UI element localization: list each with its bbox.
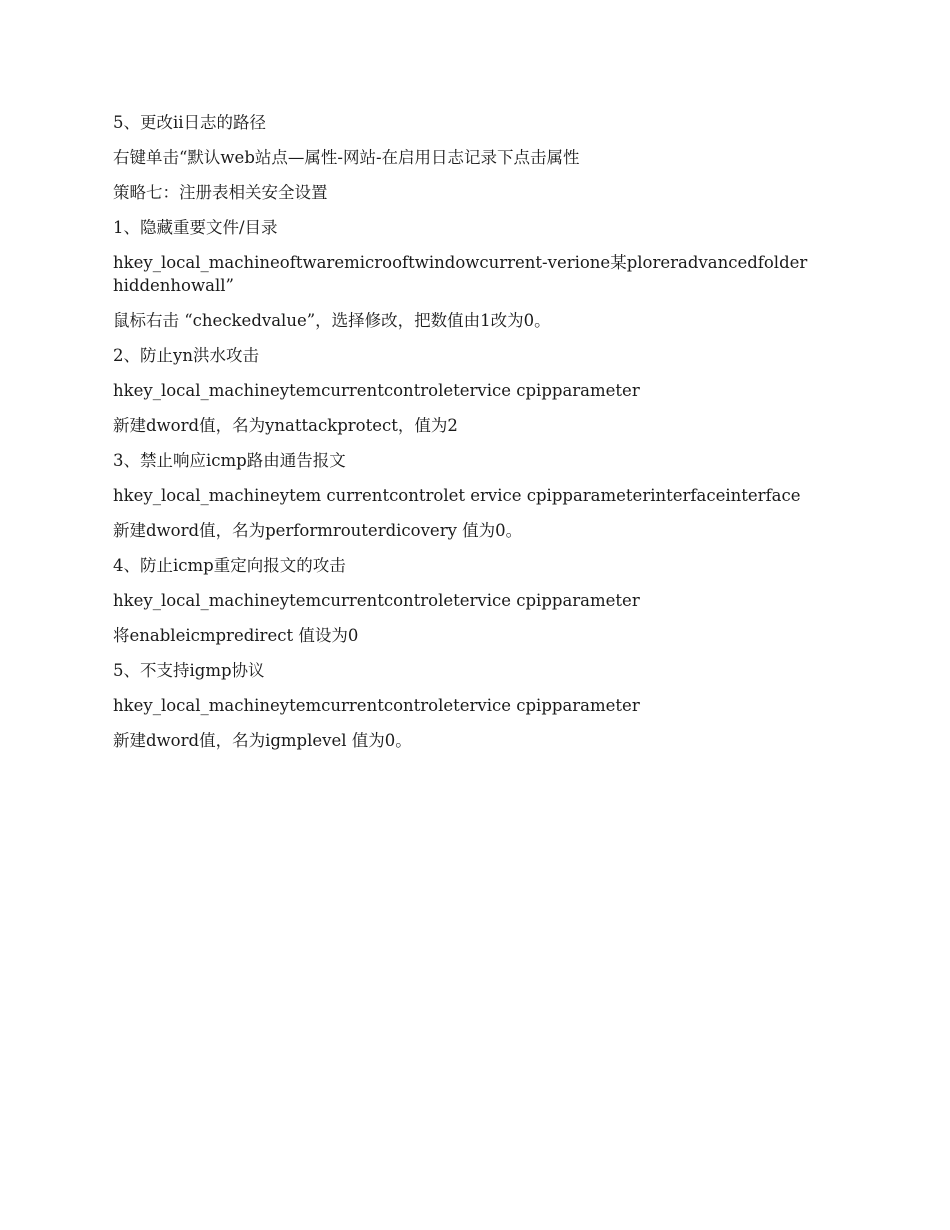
section-heading: 4、防止icmp重定向报文的攻击 [113,556,346,575]
section-heading: 3、禁止响应icmp路由通告报文 [113,451,346,470]
paragraph: 将enableicmpredirect 值设为0 [113,626,359,645]
section-heading: 1、隐藏重要文件/目录 [113,218,278,237]
paragraph: 右键单击“默认web站点—属性-网站-在启用日志记录下点击属性 [113,148,580,167]
section-heading: 2、防止yn洪水攻击 [113,346,259,365]
registry-path: hkey_local_machineytemcurrentcontroletervice cpipparameter [113,696,640,715]
registry-path: hkey_local_machineytemcurrentcontroletervice cpipparameter [113,591,640,610]
section-heading: 5、更改ii日志的路径 [113,113,267,132]
registry-path: hkey_local_machineytemcurrentcontroletervice cpipparameter [113,381,640,400]
paragraph: 新建dword值，名为igmplevel 值为0。 [113,731,412,750]
paragraph: 鼠标右击 “checkedvalue”，选择修改，把数值由1改为0。 [113,311,551,330]
registry-path: hkey_local_machineytem currentcontrolet ervice cpipparameterinterfaceinterface [113,486,801,505]
document-body [113,111,813,764]
section-heading: 5、不支持igmp协议 [113,661,265,680]
registry-path: hkey_local_machineoftwaremicrooftwindowcurrent-verione某ploreradvancedfolderhiddenhowall” [113,253,808,295]
paragraph: 新建dword值，名为performrouterdicovery 值为0。 [113,521,523,540]
paragraph: 新建dword值，名为ynattackprotect，值为2 [113,416,458,435]
strategy-heading: 策略七：注册表相关安全设置 [113,183,328,202]
